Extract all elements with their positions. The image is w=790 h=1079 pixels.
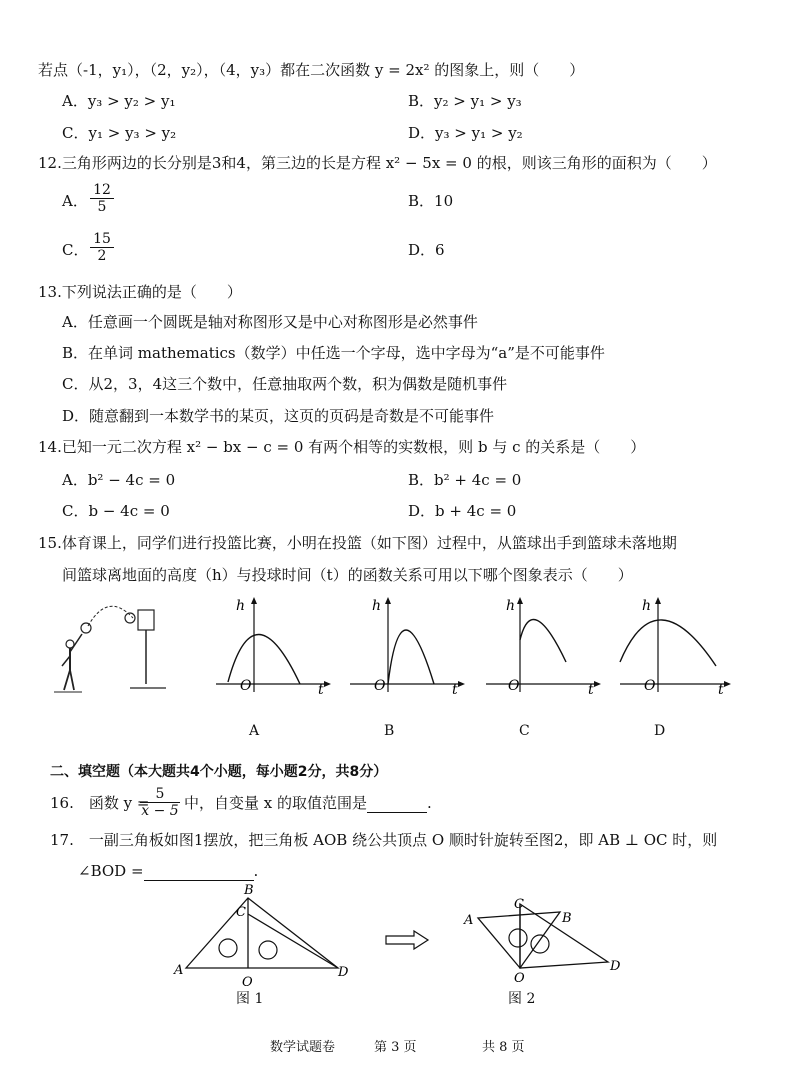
fraction-numerator: 5	[140, 786, 180, 803]
origin-label: O	[240, 678, 252, 694]
parabola-curve	[388, 630, 434, 684]
q16-answer-blank[interactable]	[367, 798, 427, 813]
fraction-denominator: 2	[97, 248, 107, 264]
parabola-curve	[620, 620, 716, 666]
q11-option-b[interactable]: B．y₂ > y₁ > y₃	[408, 92, 522, 110]
triangle-aob	[186, 898, 338, 968]
q14-option-d[interactable]: D．b + 4c = 0	[408, 502, 517, 520]
q11-option-d[interactable]: D．y₃ > y₁ > y₂	[408, 124, 523, 142]
q16-fraction	[140, 786, 180, 819]
footer-title: 数学试题卷	[270, 1040, 336, 1055]
svg-text:D: D	[610, 959, 621, 974]
figure-2-diagram	[460, 896, 630, 986]
svg-text:B: B	[562, 911, 572, 926]
q12-option-d[interactable]: D．6	[408, 241, 445, 259]
segment-cd	[248, 914, 338, 968]
fraction-denominator: 5	[97, 199, 107, 215]
footer-page: 第 3 页	[374, 1040, 417, 1055]
svg-text:A: A	[464, 913, 474, 928]
parabola-curve	[228, 634, 300, 684]
axis-t-label: t	[452, 682, 458, 698]
section-2-title: 二、填空题（本大题共4个小题，每小题2分，共8分）	[50, 764, 388, 780]
figure-2-caption: 图 2	[508, 991, 536, 1007]
q12-option-c-label[interactable]: C．	[62, 241, 89, 259]
q12-option-b[interactable]: B．10	[408, 192, 454, 210]
graph-c[interactable]	[482, 596, 602, 696]
q16-suffix-text: 中，自变量 x 的取值范围是	[184, 794, 367, 812]
q15-stem-line1: 15.体育课上，同学们进行投篮比赛，小明在投篮（如下图）过程中，从篮球出手到篮球未落地期	[38, 534, 677, 552]
fraction-numerator: 15	[90, 231, 114, 248]
axis-t-label: t	[318, 682, 324, 698]
right-arrow-icon	[384, 930, 434, 950]
axis-h-label: h	[236, 598, 246, 614]
axis-h-label: h	[506, 598, 516, 614]
q11-option-c[interactable]: C．y₁ > y₃ > y₂	[62, 124, 177, 142]
axis-h-label: h	[642, 598, 652, 614]
graph-c-label: C	[519, 723, 530, 739]
q16-prefix: 16. 函数 y =	[50, 794, 150, 812]
origin-label: O	[374, 678, 386, 694]
q15-stem-line2: 间篮球离地面的高度（h）与投球时间（t）的函数关系可用以下哪个图象表示（ ）	[62, 566, 633, 584]
svg-text:O: O	[242, 975, 253, 990]
q17-answer-blank[interactable]	[144, 866, 254, 881]
q17-line2: ∠BOD = .	[78, 862, 259, 880]
q12-option-a-label[interactable]: A．	[62, 192, 88, 210]
graph-b[interactable]	[346, 596, 466, 696]
q13-stem: 13.下列说法正确的是（ ）	[38, 283, 242, 301]
figure-1-caption: 图 1	[236, 991, 264, 1007]
q13-option-d[interactable]: D．随意翻到一本数学书的某页，这页的页码是奇数是不可能事件	[62, 407, 495, 425]
graph-d-label: D	[654, 723, 666, 739]
origin-label: O	[508, 678, 520, 694]
q12-stem: 12.三角形两边的长分别是3和4，第三边的长是方程 x² − 5x = 0 的根，则该三角形的面积为（ ）	[38, 154, 717, 172]
q11-stem: 若点（-1，y₁），（2，y₂），（4，y₃）都在二次函数 y = 2x² 的图象上，则（ ）	[38, 61, 585, 79]
axis-t-label: t	[588, 682, 594, 698]
axis-h-label: h	[372, 598, 382, 614]
graph-a[interactable]	[212, 596, 332, 696]
q17-line1: 17. 一副三角板如图1摆放，把三角板 AOB 绕公共顶点 O 顺时针旋转至图2，即 AB ⊥ OC 时，则	[50, 831, 718, 849]
fraction-numerator: 12	[90, 182, 114, 199]
svg-text:A: A	[174, 963, 184, 978]
q13-option-a[interactable]: A．任意画一个圆既是轴对称图形又是中心对称图形是必然事件	[62, 313, 478, 331]
svg-text:B: B	[244, 883, 254, 898]
q14-option-a[interactable]: A．b² − 4c = 0	[62, 471, 176, 489]
q17-angle-label: ∠BOD =	[78, 862, 144, 880]
axis-t-label: t	[718, 682, 724, 698]
q14-option-b[interactable]: B．b² + 4c = 0	[408, 471, 522, 489]
basketball-player-illustration	[48, 596, 173, 696]
q16-suffix: 中，自变量 x 的取值范围是 .	[184, 794, 432, 812]
q13-option-c[interactable]: C．从2，3，4这三个数中，任意抽取两个数，积为偶数是随机事件	[62, 375, 508, 393]
graph-d[interactable]	[616, 596, 736, 696]
graph-b-label: B	[384, 723, 395, 739]
q12-option-c-fraction	[90, 231, 114, 264]
svg-text:C: C	[514, 897, 524, 912]
q13-option-b[interactable]: B．在单词 mathematics（数学）中任选一个字母，选中字母为“a”是不可能事件	[62, 344, 605, 362]
q11-option-a[interactable]: A．y₃ > y₂ > y₁	[62, 92, 176, 110]
parabola-curve	[520, 620, 566, 662]
figure-1-diagram	[170, 883, 360, 990]
q14-stem: 14.已知一元二次方程 x² − bx − c = 0 有两个相等的实数根，则 b 与 c 的关系是（ ）	[38, 438, 646, 456]
svg-text:C: C	[236, 905, 246, 920]
svg-text:D: D	[338, 965, 349, 980]
q14-option-c[interactable]: C．b − 4c = 0	[62, 502, 170, 520]
origin-label: O	[644, 678, 656, 694]
footer-total: 共 8 页	[482, 1040, 525, 1055]
graph-a-label: A	[249, 723, 260, 739]
q12-option-a-fraction	[90, 182, 114, 215]
svg-text:O: O	[514, 971, 525, 986]
fraction-denominator: x − 5	[141, 803, 179, 819]
